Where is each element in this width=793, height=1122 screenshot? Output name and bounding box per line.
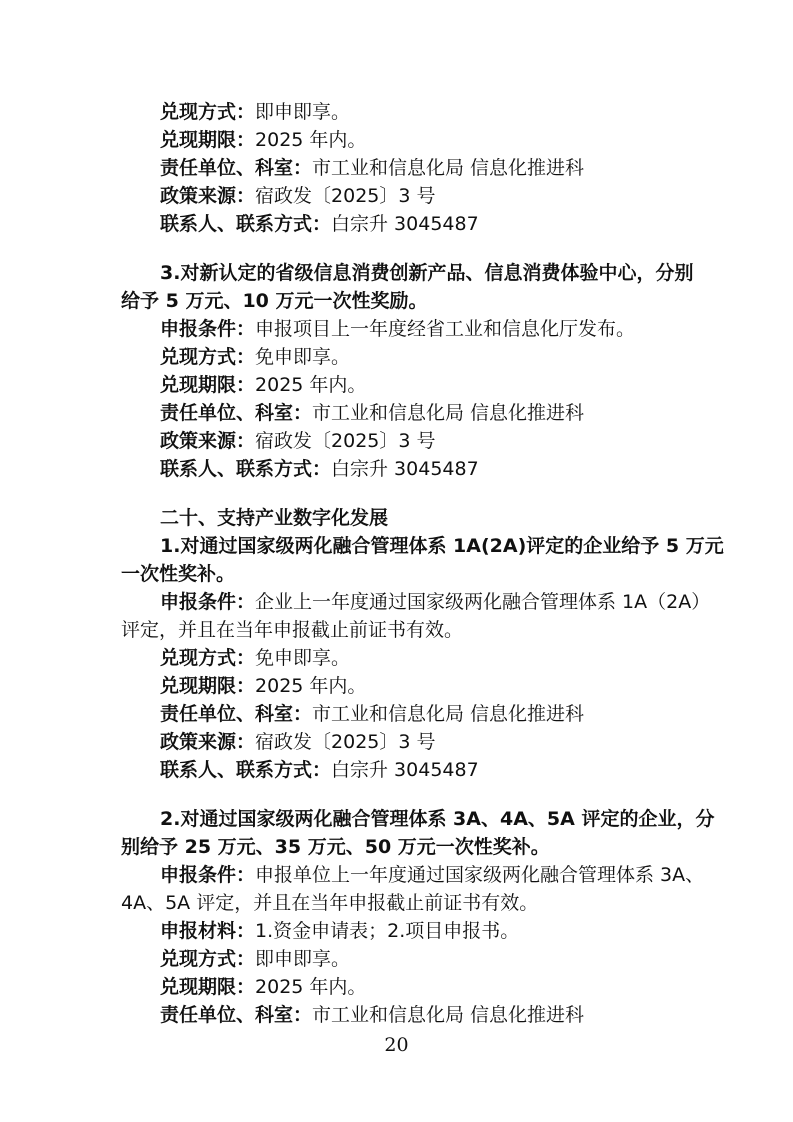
page-number: 20 <box>384 1034 409 1056</box>
line-policy-source: 政策来源：宿政发〔2025〕3 号 <box>160 731 436 753</box>
line-redeem-deadline: 兑现期限：2025 年内。 <box>160 675 367 697</box>
line-apply-condition-cont: 4A、5A 评定，并且在当年申报截止前证书有效。 <box>121 892 539 914</box>
line-apply-materials: 申报材料：1.资金申请表；2.项目申报书。 <box>160 920 520 942</box>
line-apply-condition: 申报条件：企业上一年度通过国家级两化融合管理体系 1A（2A） <box>160 591 711 613</box>
line-apply-condition: 申报条件：申报单位上一年度通过国家级两化融合管理体系 3A、 <box>160 864 705 886</box>
line-redeem-method: 兑现方式：即申即享。 <box>160 948 351 970</box>
item-2-heading-cont: 别给予 25 万元、35 万元、50 万元一次性奖补。 <box>121 836 550 858</box>
line-contact: 联系人、联系方式：白宗升 3045487 <box>160 759 479 781</box>
item-2-heading: 2.对通过国家级两化融合管理体系 3A、4A、5A 评定的企业，分 <box>160 808 715 830</box>
line-contact: 联系人、联系方式：白宗升 3045487 <box>160 458 479 480</box>
item-3-heading: 3.对新认定的省级信息消费创新产品、信息消费体验中心，分别 <box>160 262 694 284</box>
line-redeem-deadline: 兑现期限：2025 年内。 <box>160 976 367 998</box>
line-policy-source: 政策来源：宿政发〔2025〕3 号 <box>160 430 436 452</box>
line-apply-condition-cont: 评定，并且在当年申报截止前证书有效。 <box>121 619 464 641</box>
line-redeem-method: 兑现方式：即申即享。 <box>160 101 351 123</box>
line-redeem-deadline: 兑现期限：2025 年内。 <box>160 374 367 396</box>
item-1-heading-cont: 一次性奖补。 <box>121 563 236 585</box>
line-redeem-method: 兑现方式：免申即享。 <box>160 346 351 368</box>
line-responsible-unit: 责任单位、科室：市工业和信息化局 信息化推进科 <box>160 1004 585 1026</box>
line-responsible-unit: 责任单位、科室：市工业和信息化局 信息化推进科 <box>160 157 585 179</box>
line-redeem-method: 兑现方式：免申即享。 <box>160 647 351 669</box>
item-3-heading-cont: 给予 5 万元、10 万元一次性奖励。 <box>121 290 428 312</box>
line-apply-condition: 申报条件：申报项目上一年度经省工业和信息化厅发布。 <box>160 318 636 340</box>
line-contact: 联系人、联系方式：白宗升 3045487 <box>160 213 479 235</box>
item-1-heading: 1.对通过国家级两化融合管理体系 1A(2A)评定的企业给予 5 万元 <box>160 535 724 557</box>
section-20-heading: 二十、支持产业数字化发展 <box>160 507 389 529</box>
line-responsible-unit: 责任单位、科室：市工业和信息化局 信息化推进科 <box>160 402 585 424</box>
line-responsible-unit: 责任单位、科室：市工业和信息化局 信息化推进科 <box>160 703 585 725</box>
line-redeem-deadline: 兑现期限：2025 年内。 <box>160 129 367 151</box>
line-policy-source: 政策来源：宿政发〔2025〕3 号 <box>160 185 436 207</box>
